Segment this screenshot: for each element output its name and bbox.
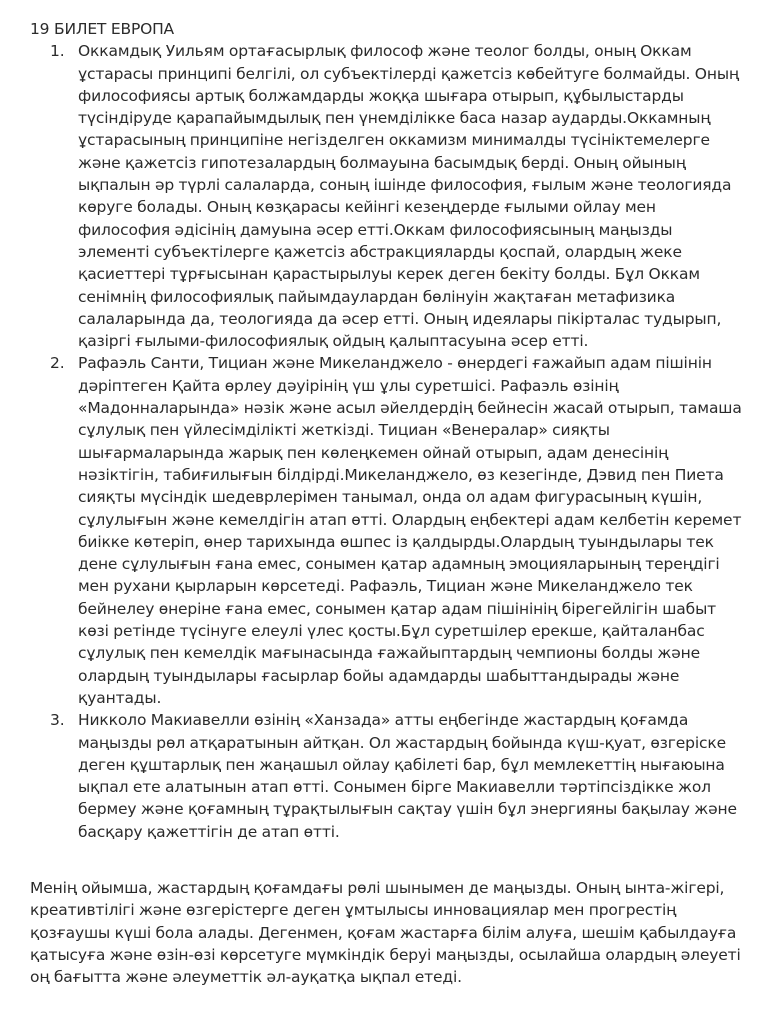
list-item-number: 2. xyxy=(50,354,65,373)
list-item-text: Рафаэль Санти, Тициан және Микеланджело - өнердегі ғажайып адам пішінін дәріптеген Қайта өрлеу дәуірінің үш ұлы суретшісі. Рафаэль өзінің «Мадонналарында» нәзік және асыл әйелдердің бейнесін жасай отырып, тамаша сұлулық пен үйлесімділікті жеткізді. Тициан «Венералар» сияқты шығармаларында жарық пен көлеңкемен ойнай отырып, адам денесінің нәзіктігін, табиғилығын білдірді.Микеланджело, өз кезегінде, Дэвид пен Пиета сияқты мүсіндік шедеврлерімен танымал, онда ол адам фигурасының күшін, сұлулығын және кемелдігін атап өтті. Олардың еңбектері адам келбетін керемет биікке көтеріп, өнер тарихында өшпес із қалдырды.Олардың туындылары тек дене сұлулығын ғана емес, сонымен қатар адамның эмоцияларының тереңдігі мен рухани қырларын көрсетеді. Рафаэль, Тициан және Микеланджело тек бейнелеу өнеріне ғана емес, сонымен қатар адам пішінінің бірегейлігін шабыт көзі ретінде түсінуге елеулі үлес қосты.Бұл суретшілер ерекше, қайталанбас сұлулық пен кемелдік мағынасында ғажайыптардың чемпионы болды және олардың туындылары ғасырлар бойы адамдарды шабыттандырады және қуантады. xyxy=(78,354,742,707)
list-item-text: Никколо Макиавелли өзінің «Ханзада» атты еңбегінде жастардың қоғамда маңызды рөл атқаратынын айтқан. Ол жастардың бойында күш-қуат, өзгеріске деген құштарлық пен жаңашыл ойлау қабілеті бар, бұл мемлекеттің нығаюына ықпал ете алатынын атап өтті. Сонымен бірге Макиавелли тәртіпсіздікке жол бермеу және қоғамның тұрақтылығын сақтау үшін бұл энергияны бақылау және басқару қажеттігін де атап өтті. xyxy=(78,711,737,841)
numbered-list xyxy=(30,40,744,843)
list-item-text: Оккамдық Уильям ортағасырлық философ және теолог болды, оның Оккам ұстарасы принципі белгілі, ол субъектілерді қажетсіз көбейтуге болмайды. Оның философиясы артық болжамдарды жоққа шығара отырып, құбылыстарды түсіндіруде қарапайымдылық пен үнемділікке баса назар аударды.Оккамның ұстарасының принципіне негізделген оккамизм минималды түсініктемелерге және қажетсіз гипотезалардың болмауына басымдық берді. Оның ойының ықпалын әр түрлі салаларда, соның ішінде философия, ғылым және теологияда көруге болады. Оның көзқарасы кейінгі кезеңдерде ғылыми ойлау мен философия әдісінің дамуына әсер етті.Оккам философиясының маңызды элементі субъектілерге қажетсіз абстракцияларды қоспай, олардың жеке қасиеттері тұрғысынан қарастырылуы керек деген бекіту болды. Бұл Оккам сенімнің философиялық пайымдаулардан бөлінуін жақтаған метафизика салаларында да, теологияда да әсер етті. Оның идеялары пікірталас тудырып, қазіргі ғылыми-философиялық ойдың қалыптасуына әсер етті. xyxy=(78,42,740,351)
conclusion-paragraph: Менің ойымша, жастардың қоғамдағы рөлі шынымен де маңызды. Оның ынта-жігері, креативтілігі және өзгерістерге деген ұмтылысы инновациялар мен прогрестің қозғаушы күші бола алады. Дегенмен, қоғам жастарға білім алуға, шешім қабылдауға қатысуға және өзін-өзі көрсетуге мүмкіндік беруі маңызды, осылайша олардың әлеуеті оң бағытта және әлеуметтік әл-ауқатқа ықпал етеді. xyxy=(30,878,741,987)
list-item xyxy=(30,709,744,843)
list-item xyxy=(30,352,744,709)
list-item xyxy=(30,40,744,352)
document-title: 19 БИЛЕТ ЕВРОПА xyxy=(30,20,174,38)
list-item-number: 1. xyxy=(50,42,65,61)
list-item-number: 3. xyxy=(50,711,65,730)
